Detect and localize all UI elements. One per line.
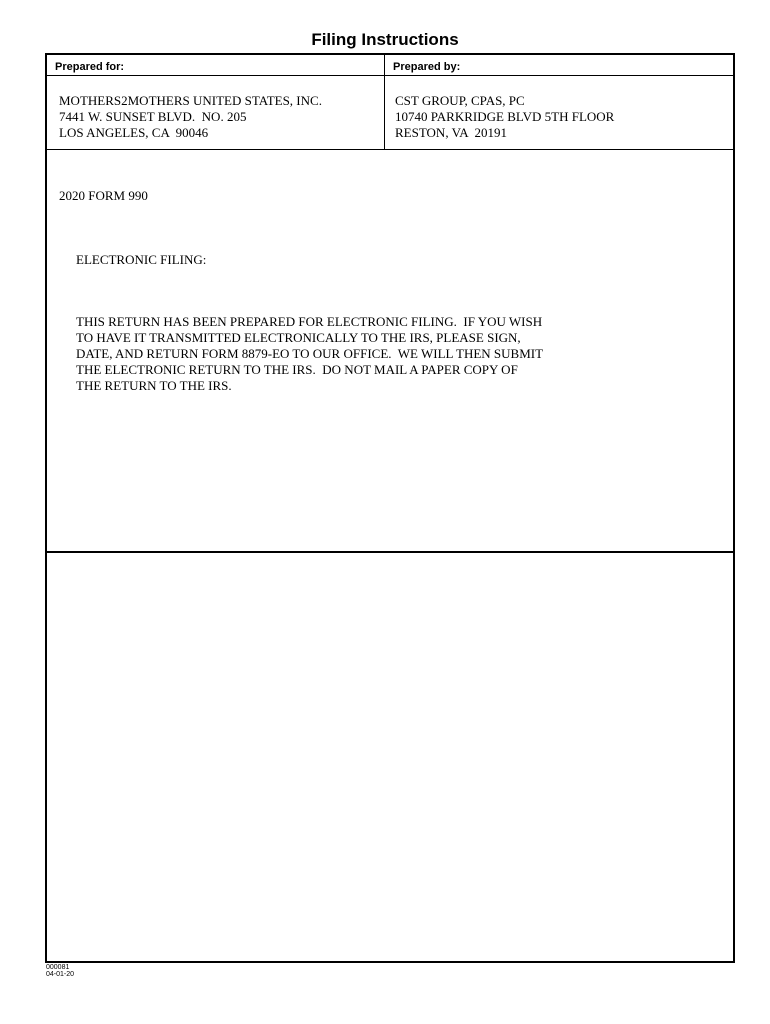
prepared-by-address: CST GROUP, CPAS, PC 10740 PARKRIDGE BLVD 5TH FLOOR RESTON, VA 20191 <box>395 93 615 140</box>
instructions-body <box>59 156 719 426</box>
section-divider <box>47 551 733 553</box>
footer-codes <box>46 964 74 978</box>
prepared-for-label: Prepared for: <box>47 55 384 76</box>
instructions-frame <box>45 53 735 963</box>
footer-date: 04-01-20 <box>46 971 75 978</box>
instructions-text: THIS RETURN HAS BEEN PREPARED FOR ELECTRONIC FILING. IF YOU WISH TO HAVE IT TRANSMITTED ELECTRONICALLY TO THE IRS, PLEASE SIGN, DATE, AND RETURN FORM 8879-EO TO OUR OFFICE. WE WILL THEN SUBMIT THE ELECTRONIC RETURN TO THE IRS. DO NOT MAIL A PAPER COPY OF THE RETURN TO THE IRS. <box>76 314 544 393</box>
prepared-by-box <box>385 55 733 149</box>
section-heading: ELECTRONIC FILING: <box>76 252 207 267</box>
prepared-by-label: Prepared by: <box>385 55 733 76</box>
page-title: Filing Instructions <box>311 30 459 49</box>
footer-code: 000081 <box>46 964 70 971</box>
prepared-for-box <box>47 55 385 149</box>
form-line: 2020 FORM 990 <box>59 188 148 203</box>
prepared-for-address: MOTHERS2MOTHERS UNITED STATES, INC. 7441 W. SUNSET BLVD. NO. 205 LOS ANGELES, CA 90046 <box>59 93 322 140</box>
header-divider <box>47 149 733 150</box>
